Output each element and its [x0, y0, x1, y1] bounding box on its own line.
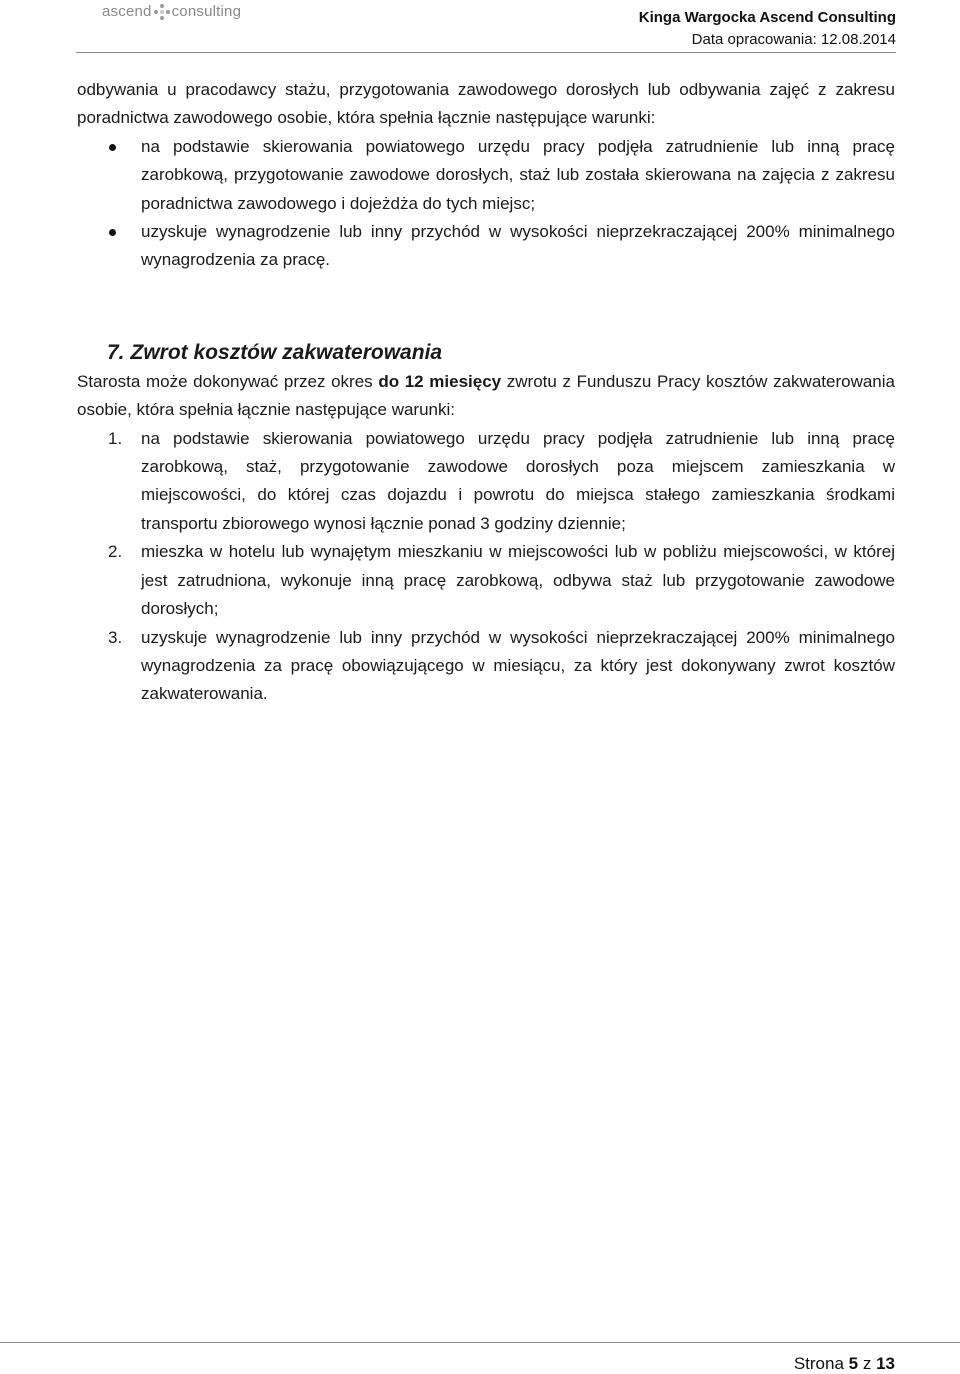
bullet-icon [109, 144, 116, 151]
paragraph-bold-period: do 12 miesięcy [378, 371, 502, 391]
list-item-number: 2. [108, 542, 123, 562]
section-heading [107, 338, 895, 368]
bullet-text: na podstawie skierowania powiatowego urzędu pracy podjęła zatrudnienie lub inną pracę zarobkową, przygotowanie zawodowe dorosłych, staż lub została skierowana na zajęcia z zakresu poradnictwa zawodowego i dojeżdża do tych miejsc; [141, 136, 895, 213]
page-label: Strona [793, 1354, 844, 1373]
header-info [639, 7, 896, 51]
page-of: z [862, 1354, 872, 1373]
page-current: 5 [848, 1354, 859, 1373]
document-body [77, 76, 895, 709]
header-author: Kinga Wargocka Ascend Consulting [638, 9, 896, 26]
list-item-text: na podstawie skierowania powiatowego urzędu pracy podjęła zatrudnienie lub inną pracę zarobkową, staż, przygotowanie zawodowe dorosłych poza miejscem zamieszkania w miejscowości, do której czas dojazdu i powrotu do miejsca stałego zamieszkania środkami transportu zbiorowego wynosi łącznie ponad 3 godziny dziennie; [141, 428, 895, 533]
intro-bullet-list [77, 133, 895, 275]
section-paragraph [77, 368, 895, 425]
bullet-item [77, 218, 895, 275]
logo-text-left: ascend [102, 3, 152, 20]
list-item [77, 425, 895, 539]
paragraph-text-start: Starosta może dokonywać przez okres [77, 371, 379, 391]
page-total: 13 [876, 1354, 895, 1373]
page-header [76, 0, 896, 53]
section-title: Zwrot kosztów zakwaterowania [130, 340, 443, 364]
conditions-list [77, 425, 895, 709]
logo-dots-icon [154, 4, 170, 20]
list-item [77, 624, 895, 709]
paragraph-text-end: zwrotu z Funduszu Pracy kosztów zakwaterowania osobie, która spełnia łącznie następujące warunki: [77, 371, 895, 420]
page-number [794, 1354, 895, 1374]
list-item-text: uzyskuje wynagrodzenie lub inny przychód w wysokości nieprzekraczającej 200% minimalnego wynagrodzenia za pracę obowiązującego w miesiącu, za który jest dokonywany zwrot kosztów zakwaterowania. [141, 627, 895, 704]
bullet-text: uzyskuje wynagrodzenie lub inny przychód w wysokości nieprzekraczającej 200% minimalnego wynagrodzenia za pracę. [141, 222, 895, 270]
logo-text-right: consulting [171, 3, 242, 20]
list-item-text: mieszka w hotelu lub wynajętym mieszkaniu w miejscowości lub w pobliżu miejscowości, w której jest zatrudniona, wykonuje inną pracę zarobkową, odbywa staż lub przygotowanie zawodowe dorosłych; [141, 542, 895, 619]
intro-paragraph: odbywania u pracodawcy stażu, przygotowania zawodowego dorosłych lub odbywania zajęć z zakresu poradnictwa zawodowego osobie, która spełnia łącznie następujące warunki: [77, 80, 895, 128]
list-item [77, 538, 895, 623]
footer-rule [0, 1342, 960, 1343]
section-number: 7. [107, 340, 125, 364]
bullet-item [77, 133, 895, 218]
list-item-number: 3. [108, 627, 123, 647]
list-item-number: 1. [108, 428, 123, 448]
header-date: Data opracowania: 12.08.2014 [691, 31, 896, 48]
bullet-icon [109, 229, 116, 236]
company-logo [102, 3, 241, 20]
